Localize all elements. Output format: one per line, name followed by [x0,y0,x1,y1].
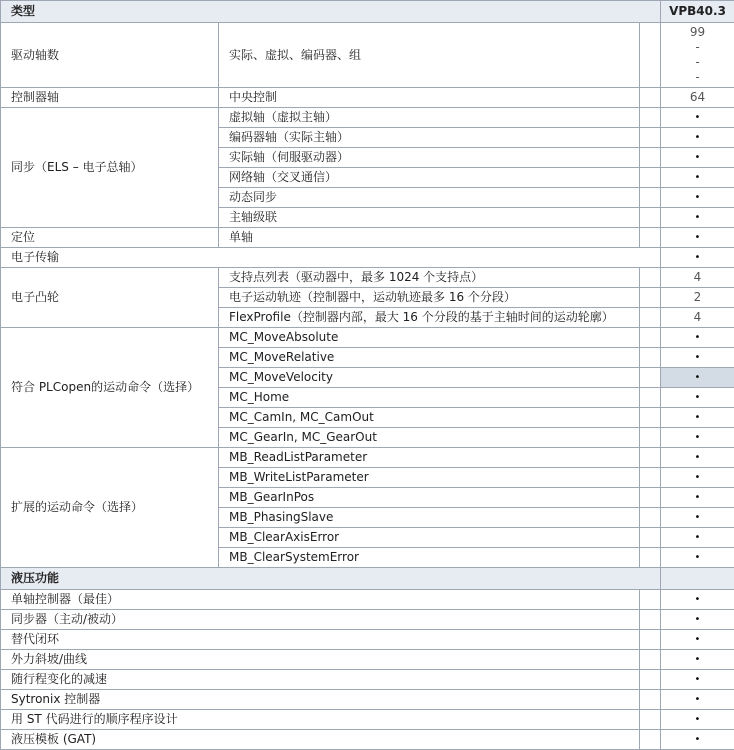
sync-item: 虚拟轴（虚拟主轴） [219,108,640,128]
table-row [1,268,734,288]
support-dot: • [661,710,734,730]
sync-item: 网络轴（交叉通信） [219,168,640,188]
drive-axes-value: - [661,55,734,70]
table-row [1,690,734,710]
table-row [1,590,734,610]
product-header: VPB40.3 [661,1,734,23]
support-dot: • [661,690,734,710]
controller-axes-label: 控制器轴 [1,88,219,108]
type-header: 类型 [1,1,661,23]
hydraulics-item: Sytronix 控制器 [1,690,640,710]
hydraulics-item: 液压模板 (GAT) [1,730,640,750]
support-dot: • [661,670,734,690]
drive-axes-desc: 实际、虚拟、编码器、组 [219,23,640,88]
support-dot: • [661,528,734,548]
support-dot: • [661,168,734,188]
type-header-row [1,1,734,23]
hydraulics-header: 液压功能 [1,568,661,590]
support-dot: • [661,488,734,508]
e-cam-item: 支持点列表（驱动器中，最多 1024 个支持点） [219,268,640,288]
sync-label: 同步（ELS – 电子总轴） [1,108,219,228]
plcopen-item: MC_MoveAbsolute [219,328,640,348]
support-dot: • [661,328,734,348]
positioning-label: 定位 [1,228,219,248]
support-dot: • [661,208,734,228]
support-dot: • [661,368,734,388]
drive-axes-value: 99 [661,25,734,40]
support-dot: • [661,650,734,670]
support-dot: • [661,388,734,408]
plcopen-item: MC_MoveRelative [219,348,640,368]
drive-axes-value: - [661,40,734,55]
extended-item: MB_GearInPos [219,488,640,508]
plcopen-item: MC_GearIn, MC_GearOut [219,428,640,448]
sync-item: 动态同步 [219,188,640,208]
hydraulics-item: 同步器（主动/被动） [1,610,640,630]
table-row [1,730,734,750]
support-dot: • [661,228,734,248]
e-cam-value: 4 [661,268,734,288]
support-dot: • [661,468,734,488]
e-gear-label: 电子传输 [1,248,661,268]
hydraulics-item: 外力斜坡/曲线 [1,650,640,670]
plcopen-item: MC_Home [219,388,640,408]
extended-item: MB_PhasingSlave [219,508,640,528]
table-row [1,448,734,468]
table-row [1,670,734,690]
e-cam-value: 2 [661,288,734,308]
table-row [1,710,734,730]
plcopen-label: 符合 PLCopen的运动命令（选择） [1,328,219,448]
e-cam-item: FlexProfile（控制器内部，最大 16 个分段的基于主轴时间的运动轮廓） [219,308,640,328]
table-row [1,228,734,248]
support-dot: • [661,148,734,168]
extended-label: 扩展的运动命令（选择） [1,448,219,568]
positioning-desc: 单轴 [219,228,640,248]
controller-axes-desc: 中央控制 [219,88,640,108]
support-dot: • [661,508,734,528]
extended-item: MB_ReadListParameter [219,448,640,468]
e-cam-value: 4 [661,308,734,328]
e-cam-label: 电子凸轮 [1,268,219,328]
sync-item: 实际轴（伺服驱动器） [219,148,640,168]
table-row [1,88,734,108]
drive-axes-values [661,23,734,88]
extended-item: MB_ClearSystemError [219,548,640,568]
e-cam-item: 电子运动轨迹（控制器中，运动轨迹最多 16 个分段） [219,288,640,308]
hydraulics-header-row [1,568,734,590]
drive-axes-label: 驱动轴数 [1,23,219,88]
controller-axes-value: 64 [661,88,734,108]
table-row [1,248,734,268]
drive-axes-value: - [661,70,734,85]
extended-item: MB_WriteListParameter [219,468,640,488]
support-dot: • [661,548,734,568]
table-row [1,23,734,88]
support-dot: • [661,448,734,468]
plcopen-item: MC_MoveVelocity [219,368,640,388]
support-dot: • [661,610,734,630]
table-row [1,650,734,670]
support-dot: • [661,248,734,268]
support-dot: • [661,188,734,208]
hydraulics-item: 用 ST 代码进行的顺序程序设计 [1,710,640,730]
sync-item: 主轴级联 [219,208,640,228]
support-dot: • [661,630,734,650]
table-row [1,630,734,650]
plcopen-item: MC_CamIn, MC_CamOut [219,408,640,428]
hydraulics-item: 随行程变化的减速 [1,670,640,690]
hydraulics-item: 替代闭环 [1,630,640,650]
support-dot: • [661,348,734,368]
support-dot: • [661,590,734,610]
support-dot: • [661,128,734,148]
hydraulics-item: 单轴控制器（最佳） [1,590,640,610]
table-row [1,108,734,128]
support-dot: • [661,730,734,750]
support-dot: • [661,408,734,428]
extended-item: MB_ClearAxisError [219,528,640,548]
sync-item: 编码器轴（实际主轴） [219,128,640,148]
support-dot: • [661,108,734,128]
table-row [1,328,734,348]
support-dot: • [661,428,734,448]
table-row [1,610,734,630]
